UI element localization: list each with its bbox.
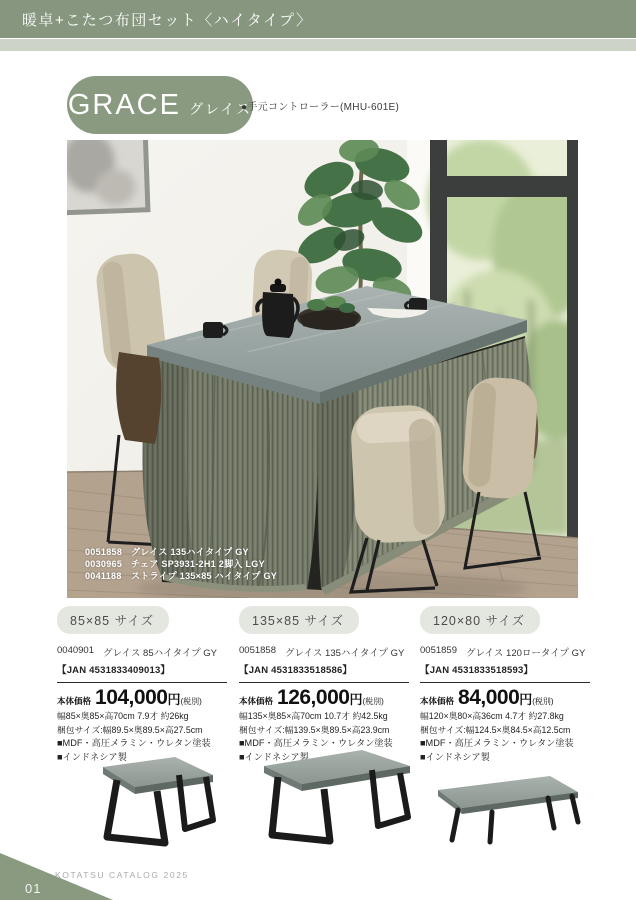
price-tax-note: (税別) [532, 697, 554, 706]
price-label: 本体価格 [239, 696, 274, 706]
caption-code: 0041188 [85, 571, 122, 581]
caption-code: 0051858 [85, 547, 123, 557]
product-thumbnail-135-high-table [250, 740, 425, 855]
product-code: 0051859 [420, 645, 457, 656]
origin-note: ■インドネシア製 [239, 752, 309, 763]
divider [57, 682, 227, 683]
product-dimensions: 幅135×奥85×高70cm 10.7才 約42.5kg [239, 711, 388, 721]
product-name: グレイス 85ハイタイプ GY [102, 648, 218, 659]
price-unit: 円 [167, 692, 181, 707]
price-label: 本体価格 [420, 696, 455, 706]
material-note: ■MDF・高圧メラミン・ウレタン塗装 [57, 738, 211, 749]
price-value: 126,000 [277, 686, 350, 709]
page-title: 暖卓+こたつ布団セット〈ハイタイプ〉 [22, 11, 313, 29]
price-tax-note: (税別) [362, 697, 384, 706]
photo-caption-list [85, 546, 277, 582]
caption-name: ストライプ 135×85 ハイタイプ GY [131, 571, 278, 581]
price-value: 104,000 [95, 686, 168, 709]
price-unit: 円 [519, 692, 533, 707]
price-tax-note: (税別) [180, 697, 202, 706]
product-name: グレイス 135ハイタイプ GY [284, 648, 405, 659]
caption-name: グレイス 135ハイタイプ GY [131, 547, 249, 557]
header-bar [0, 0, 636, 38]
product-code-line [420, 645, 590, 659]
price-unit: 円 [349, 692, 363, 707]
controller-note: ●手元コントローラー(MHU-601E) [241, 102, 400, 113]
package-size: 梱包サイズ:幅89.5×奥89.5×高27.5cm [57, 724, 203, 735]
package-size: 梱包サイズ:幅124.5×奥84.5×高12.5cm [420, 724, 571, 735]
photo-caption-row [85, 546, 277, 558]
product-code: 0040901 [57, 645, 94, 656]
photo-caption-row [85, 558, 277, 570]
product-code-line [239, 645, 409, 659]
caption-name: チェア SP3931-2H1 2脚入 LGY [131, 559, 265, 569]
series-badge [67, 76, 253, 134]
series-name-jp: グレイス [188, 101, 253, 117]
divider [420, 682, 590, 683]
header-subbar-stripe [0, 39, 636, 51]
product-dimensions: 幅85×奥85×高70cm 7.9才 約26kg [57, 711, 189, 721]
caption-code: 0030965 [85, 559, 123, 569]
product-thumbnail-85-high-table [75, 745, 235, 855]
divider [239, 682, 409, 683]
jan-code: 【JAN 4531833409013】 [57, 665, 171, 676]
room-scene-illustration [67, 140, 578, 598]
price-row [239, 686, 409, 710]
product-thumbnail-120-low-table [428, 748, 593, 853]
photo-caption-row [85, 570, 277, 582]
material-note: ■MDF・高圧メラミン・ウレタン塗装 [239, 738, 393, 749]
page-number: 01 [25, 881, 42, 896]
hero-photo [67, 140, 578, 598]
jan-code: 【JAN 4531833518593】 [420, 665, 534, 676]
product-section-85x85 [57, 606, 227, 765]
price-value: 84,000 [458, 686, 520, 709]
product-code: 0051858 [239, 645, 276, 656]
price-row [420, 686, 590, 710]
product-name: グレイス 120ロータイプ GY [465, 648, 586, 659]
price-row [57, 686, 227, 710]
series-name-en: GRACE [67, 88, 181, 121]
product-section-120x80 [420, 606, 590, 765]
product-code-line [57, 645, 227, 659]
wall-art [67, 140, 151, 216]
catalog-title: KOTATSU CATALOG 2025 [55, 870, 189, 880]
size-badge: 85×85 サイズ [57, 606, 169, 634]
origin-note: ■インドネシア製 [57, 752, 127, 763]
size-badge: 135×85 サイズ [239, 606, 359, 634]
product-dimensions: 幅120×奥80×高36cm 4.7才 約27.8kg [420, 711, 564, 721]
size-badge: 120×80 サイズ [420, 606, 540, 634]
price-label: 本体価格 [57, 696, 92, 706]
futon-side-pocket-left [116, 352, 161, 444]
package-size: 梱包サイズ:幅139.5×奥89.5×高23.9cm [239, 724, 390, 735]
jan-code: 【JAN 4531833518586】 [239, 665, 353, 676]
origin-note: ■インドネシア製 [420, 752, 490, 763]
material-note: ■MDF・高圧メラミン・ウレタン塗装 [420, 738, 574, 749]
